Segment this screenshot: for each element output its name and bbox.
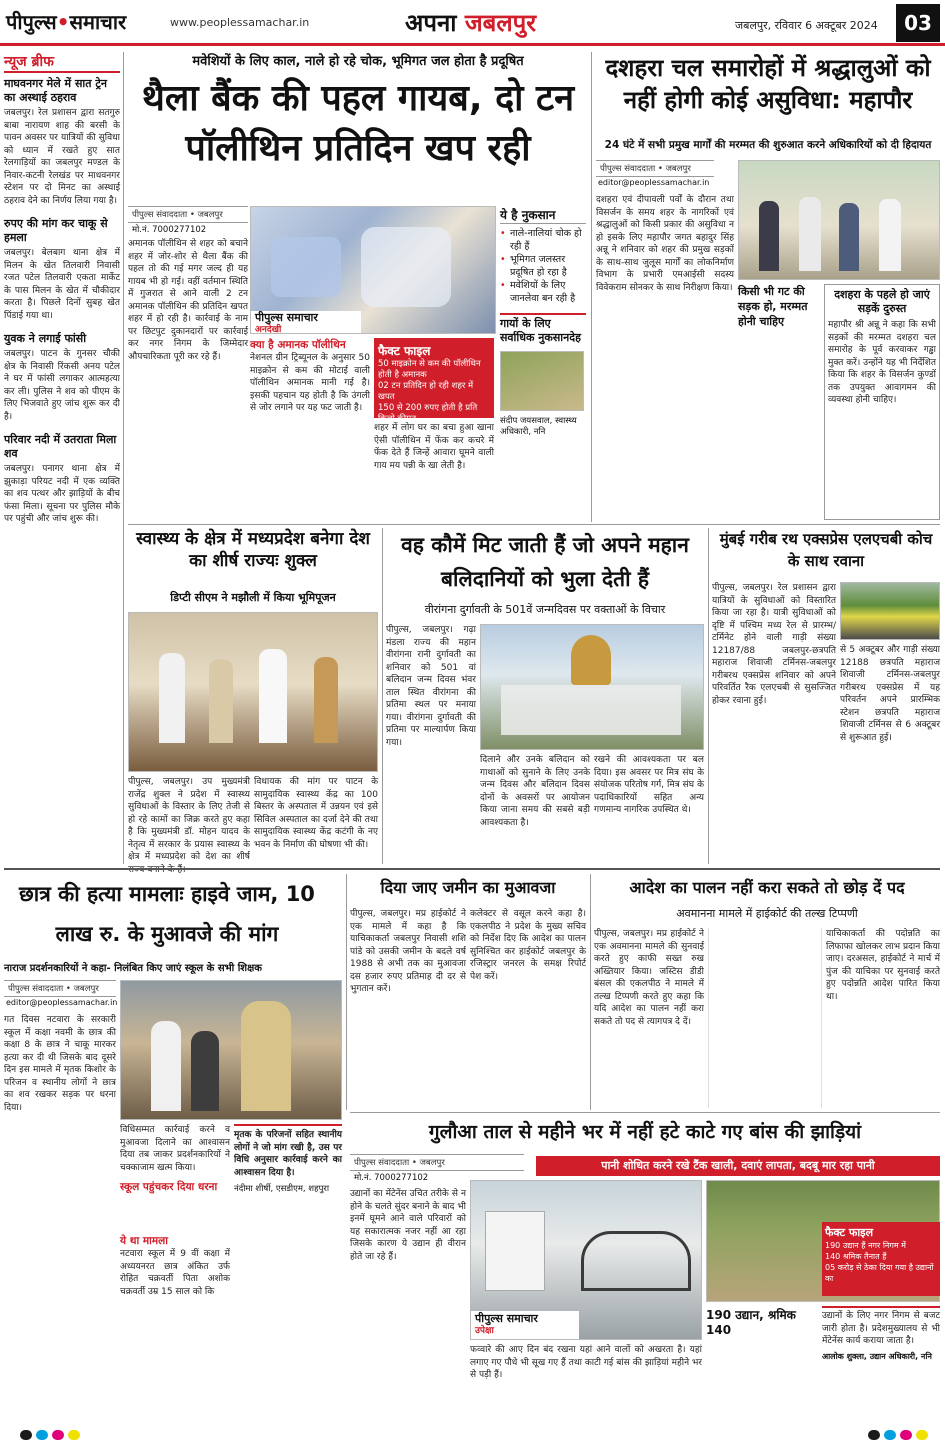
quote-person: आलोक शुक्ला, उद्यान अधिकारी, ननि [822, 1351, 932, 1361]
email-address[interactable]: editor@peoplessamachar.in [6, 998, 118, 1007]
story5-body-col1 [712, 582, 836, 864]
fact-item: 02 टन प्रतिदिन हो रही शहर में खपत [378, 381, 474, 402]
body-text: दशहरा एवं दीपावली पर्वों के दौरान तथा विसर्जन के समय शहर के नागरिकों एवं श्रद्धालुओं को किसी प्रकार की असुविधा न हो इसके लिए महापौर जगत बहादुर सिंह अन्नू ने शनिवार को शहर की प्रमुख सड़कों के साथ-साथ जुलूस मार्गों का लोकनिर्माण विभाग के प्रभारी एमआईसी सदस्य विवेकराम सोनकर के साथ निरीक्षण किया। [596, 195, 734, 293]
story2-photo [738, 160, 940, 280]
story2-body-col2 [738, 284, 820, 520]
story1-cow-text [374, 422, 494, 520]
deck-text: वीरांगना दुर्गावती के 501वें जन्मदिवस पर वक्ताओं के विचार [424, 603, 666, 616]
column-rule [591, 52, 592, 522]
portrait-photo [500, 351, 584, 411]
deck-text: अवमानना मामले में हाईकोर्ट की तल्ख टिप्पणी [676, 907, 858, 920]
story1-headline [128, 74, 588, 204]
box-title: दशहरा के पहले हो जाएं सड़कें दुरुस्त [834, 288, 930, 315]
story4-body-col2 [480, 754, 590, 864]
story9-fact-box [822, 1222, 940, 1296]
body-text: नेशनल ग्रीन ट्रिब्यूनल के अनुसार 50 माइक्रोन से कम की मोटाई वाली पॉलीथिन अमानक मानी गई है। इसकी पहचान यह होती है कि उंगली से जोर लगाने पर यह फट जाती है। [250, 353, 370, 413]
brief-title: युवक ने लगाई फांसी [4, 332, 87, 345]
story8-headline [594, 874, 940, 904]
story2-body-col1 [596, 194, 734, 520]
headline-text: दिया जाए जमीन का मुआवजा [380, 878, 556, 897]
story9-photo [470, 1180, 702, 1340]
photo-caption: 190 उद्यान, श्रमिक 140 [706, 1308, 796, 1337]
body-text: पीपुल्स, जबलपुर। उप मुख्यमंत्री राजेंद्र शुक्ल ने प्रदेश में स्वास्थ्य सुविधाओं के विस्तार के लिए तेजी से हो रहे कामों का जिक्र करते हुए कहा है कि मुख्यमंत्री डॉ. मोहन यादव के नेतृत्व में सरकार के प्रयास स्वास्थ्य के क्षेत्र में मध्यप्रदेश को देश का शीर्ष [128, 777, 250, 862]
fact-item: 190 उद्यान हैं नगर निगम में [825, 1241, 906, 1250]
story8-body-col3 [826, 928, 940, 1108]
body-text: नटवारा स्कूल में 9 वीं कक्षा में अध्ययनरत छात्र अंकित उर्फ रोहित चक्रवर्ती पिता अशोक चक्रवर्ती उम्र 15 साल को कि [120, 1249, 230, 1297]
page-header [0, 0, 945, 46]
headline-text: छात्र की हत्या मामलाः हाइवे जाम, 10 लाख रु. के मुआवजे की मांग [19, 882, 315, 946]
body-text: कलेक्टर से वसूल करने कहा है। एकलपीठ ने प्रदेश के मुख्य सचिव को निर्देश दिए कि आदेश का पालन सुनिश्चित कर हाईकोर्ट जबलपुर के रजिस्ट्रार जनरल के समक्ष रिपोर्ट पेश करें। [470, 909, 586, 982]
body-text: गत दिवस नटवारा के सरकारी स्कूल में कक्षा नवमी के छात्र की कक्षा 8 के छात्र ने चाकू मारकर हत्या कर दी थी जिसके बाद दूसरे दिन इस मामले में मृतक किशोर के परिजन व स्थानीय लोगों ने छात्र का शव रखकर सड़क पर धरना दिया। [4, 1015, 116, 1113]
story1-fact-box [374, 338, 494, 424]
story5-headline [712, 528, 940, 578]
email-address[interactable]: editor@peoplessamachar.in [598, 178, 710, 187]
headline-text: आदेश का पालन नहीं करा सकते तो छोड़ दें पद [629, 878, 905, 897]
brief-item [4, 433, 120, 526]
story1-kicker [128, 52, 588, 72]
body-text: पीपुल्स, जबलपुर। मप्र हाईकोर्ट ने एक अवमानना मामले की सुनवाई करते हुए काफी सख्त रुख अख्तियार किया। जस्टिस डीडी बंसल की एकलपीठ ने मामले में तल्ख टिप्पणी करते हुए कहा कि यदि आदेश का पालन नहीं करा सकते तो पद से त्यागपत्र दे दें। [594, 929, 704, 1027]
website-url[interactable]: www.peoplessamachar.in [170, 16, 310, 29]
row-rule [350, 1112, 940, 1113]
masthead-part-b: समाचार [69, 10, 127, 34]
quote-text: मृतक के परिजनों सहित स्थानीय लोगों ने जो मांग रखी है, उस पर विधि अनुसार कार्रवाई करने का आश्वासन दिया है। [234, 1124, 342, 1179]
fact-item: 50 माइक्रोन से कम की पॉलीथिन होती है अमानक [378, 359, 481, 380]
news-brief-label: न्यूज ब्रीफ [4, 52, 120, 73]
headline-text: स्वास्थ्य के क्षेत्र में मध्यप्रदेश बनेगा देश का शीर्ष राज्यः शुक्ल [136, 529, 370, 571]
fact-title: फैक्ट फाइल [825, 1226, 874, 1239]
body-text: याचिकाकर्ता की पदोन्नति का लिफाफा खोलकर लाभ प्रदान किया जाए। दरअसल, हाईकोर्ट ने मार्च में पुंज की याचिका पर सुनवाई करते हुए पदोन्नति आदेश पारित किया था। [826, 929, 940, 1002]
story4-body-col3 [594, 754, 704, 864]
photo-tag [471, 1311, 579, 1339]
story3-body-col2 [254, 776, 378, 864]
deck-text: नाराज प्रदर्शनकारियों ने कहा- निलंबित किए जाएं स्कूल के सभी शिक्षक [4, 963, 262, 974]
body-text: पीपुल्स, जबलपुर। रेल प्रशासन द्वारा यात्रियों के सुविधाओं को विस्तारित किया जा रहा है। यात्री सुविधाओं को दृष्टि में पश्चिम मध्य रेल से प्रारम्भ/टर्मिनेट होने वाली गाड़ी संख्या 12187/88 जबलपुर-छत्रपति महाराज शिवाजी टर्मिनस-जबलपुर गरीबरथ एक्सप्रेस शनिवार को अपने परिवर्तित रैक एलएचबी से सुसज्जित होकर रवाना हुई। [712, 583, 836, 706]
photo-tag [251, 311, 361, 333]
registration-mark [52, 1430, 64, 1440]
row-rule [4, 868, 940, 870]
quote-text: उद्यानों के लिए नगर निगम से बजट जारी होता है। प्रदेशमुख्यालय से भी मेंटेनेंस कार्य कराया जाता है। [822, 1306, 940, 1348]
story7-headline [350, 874, 586, 904]
kicker-text: मवेशियों के लिए काल, नाले हो रहे चोक, भूमिगत जल होता है प्रदूषित [192, 54, 524, 69]
brief-body: जबलपुर। रेल प्रशासन द्वारा सतगुरु बाबा नारायण शाह की बरसी के पावन अवसर पर यात्रियों की सुविधा को ध्यान में रखते हुए सात रेलगाड़ियों का जबलपुर मण्डल के निवार-कटनी रेलखंड पर माधवनगर स्टेशन पर दो मिनट का अस्थाई ठहराव देने का निर्णय लिया गया है। [4, 108, 120, 206]
story6-headline [4, 874, 330, 958]
story7-body-col1 [350, 908, 466, 1108]
story2-headline [596, 52, 940, 136]
story1-body-col1 [128, 238, 248, 520]
story6-deck [4, 960, 334, 976]
subhead: ये था मामला [120, 1235, 168, 1247]
story9-body-col2 [470, 1344, 702, 1424]
story3-deck [128, 590, 378, 608]
quote-person: नंदीमा शीर्षी, एसडीएम, शहपुरा [234, 1184, 330, 1194]
story8-deck [594, 906, 940, 924]
column-rule [590, 874, 591, 1110]
story4-body-col1 [386, 624, 476, 864]
story3-headline [128, 528, 378, 588]
registration-mark [916, 1430, 928, 1440]
dateline: जबलपुर, रविवार 6 अक्टूबर 2024 [735, 19, 878, 32]
fact-item: 05 करोड़ से ठेका दिया गया है उद्यानों का [825, 1263, 934, 1283]
photo-tag-label: उपेक्षा [475, 1326, 494, 1336]
column-rule [346, 874, 347, 1110]
story6-byline [4, 980, 116, 1010]
subhead: क्या है अमानक पॉलीथिन [250, 339, 346, 351]
brief-body: जबलपुर। पनागर थाना क्षेत्र में झुकाड़ा परियट नदी में एक व्यक्ति का शव पत्थर और झाड़ियों के बीच फंसा मिला। सूचना पर पुलिस मौके पर पहुंची और जांच शुरू की। [4, 464, 120, 524]
section-title-a: अपना [405, 9, 457, 37]
masthead-dot: • [56, 10, 70, 34]
fact-item: 140 श्रमिक तैनात हैं [825, 1252, 887, 1261]
brief-title: रुपए की मांग कर चाकू से हमला [4, 217, 108, 244]
story1-body-col2 [250, 338, 370, 520]
body-text: विधिसम्मत कार्रवाई करने व मुआवजा दिलाने का आश्वासन दिया तब जाकर प्रदर्शनकारियों ने चक्काजाम खत्म किया। [120, 1125, 230, 1173]
subhead: किसी भी गट की सड़क हो, मरम्मत होनी चाहिए [738, 285, 808, 328]
brief-item [4, 217, 120, 322]
story9-headline [350, 1116, 940, 1150]
body-text: शहर में लोग घर का बचा हुआ खाना ऐसी पॉलीथिन में फेंक कर कचरे में फेंक देते हैं जिन्हें आवारा घूमने वाली गाय मय पन्नी के खा लेती है। [374, 423, 494, 471]
byline-text: पीपुल्स संवाददाता • जबलपुर [350, 1154, 524, 1171]
brief-title: माघवनगर मेले में सात ट्रेन का अस्थाई ठहराव [4, 77, 107, 104]
registration-mark [68, 1430, 80, 1440]
story3-photo [128, 612, 378, 772]
news-brief-column [4, 52, 120, 864]
story8-body-col1 [594, 928, 704, 1108]
story9-quote [822, 1306, 940, 1424]
story8-body-col2 [708, 928, 822, 1108]
story1-sidebar [500, 206, 586, 520]
column-rule [382, 528, 383, 864]
box-body: महापौर श्री अन्नू ने कहा कि सभी सड़कों की मरम्मत दशहरा चल समारोह के पूर्व करवाकर गड्ढा मुक्त करें। उन्होंने यह भी निर्देशित किया कि शहर के विसर्जन कुण्डों तक उपयुक्त आवागमन की व्यवस्था होनी चाहिए। [828, 320, 936, 405]
train-photo [840, 582, 940, 640]
registration-mark [20, 1430, 32, 1440]
story9-body-col1 [350, 1188, 466, 1424]
deck-text: डिप्टी सीएम ने मझौली में किया भूमिपूजन [170, 591, 336, 604]
body-text: से 5 अक्टूबर और गाड़ी संख्या 12188 छत्रपति महाराज शिवाजी टर्मिनस-जबलपुर गरीबरथ एक्सप्रेस में यह परिवर्तन अपने प्रारम्भिक स्टेशन छत्रपति महाराज शिवाजी टर्मिनस से 6 अक्टूबर से शुरूआत हुई। [840, 645, 940, 743]
story1-byline [128, 206, 248, 236]
mobile-number: मो.नं. 7000277102 [132, 225, 207, 235]
headline-text: गुलौआ ताल से महीने भर में नहीं हटे काटे गए बांस की झाड़ियां [428, 1121, 862, 1143]
story4-deck [386, 602, 704, 620]
body-text: रखने की आवश्यकता पर बल दिया। इस अवसर पर मित्र संघ के संयोजक परितोष गर्ग, मित्र संघ के पदाधिकारियों सहित अन्य गणमान्य नागरिक उपस्थित थे। [594, 755, 704, 815]
brief-title: परिवार नदी में उतराता मिला शव [4, 433, 117, 460]
registration-mark [868, 1430, 880, 1440]
story2-byline [596, 160, 714, 190]
story2-deck [596, 138, 940, 156]
loss-item: • भूमिगत जलस्तर प्रदूषित हो रहा है [500, 253, 586, 279]
registration-mark [900, 1430, 912, 1440]
headline-text: दशहरा चल समारोहों में श्रद्धालुओं को नहीं होगी कोई असुविधा: महापौर [605, 54, 931, 114]
body-text: उद्यानों का मेंटेनेंस उचित तरीके से न होने के चलते सुंदर बनाने के बाद भी इनमें घूमने आने वाले परिवारों को यह सकारात्मक नजर नहीं आ रहा जिसके कारण ये उद्यान ही वीरान होते जा रहे हैं। [350, 1189, 466, 1262]
page-number: 03 [896, 4, 940, 42]
loss-item: • मवेशियों के लिए जानलेवा बन रही है [500, 279, 586, 305]
story5-body-col2 [840, 644, 940, 864]
body-text: पीपुल्स, जबलपुर। गढ़ा मंडला राज्य की महान वीरांगना रानी दुर्गावती का शनिवार को 501 वां बलिदान जन्म दिवस भंवर ताल स्थित वीरांगना की प्रतिमा स्थल पर मनाया गया। वीरांगना दुर्गावती की प्रतिमा पर माल्यार्पण किया गया। [386, 625, 476, 748]
row-rule [128, 524, 940, 525]
story7-body-col2 [470, 908, 586, 1108]
quote-person: संदीप जयसवाल, स्वास्थ्य अधिकारी, ननि [500, 416, 577, 437]
brief-body: जबलपुर। बेलबाग थाना क्षेत्र में मिलन के खेत तिलवारी निवासी रजत पटेल तिलवारी एकता मार्केट के पास मिलन के खेत में चौकीदार करता है। पिछले दिनों सुबह खेत पिंडाई गया था। [4, 248, 120, 321]
story3-body-col1 [128, 776, 250, 864]
masthead-part-a: पीपुल्स [6, 10, 57, 34]
story4-headline [386, 528, 704, 600]
story6-photo [120, 980, 342, 1120]
cow-title: गायों के लिए सर्वाधिक नुकसानदेह [500, 313, 586, 345]
loss-title: ये है नुकसान [500, 206, 586, 224]
body-text: पीपुल्स, जबलपुर। मप्र हाईकोर्ट ने एक मामले में कहा है कि याचिकाकर्ता जबलपुर निवासी शशि पांडे को उसकी जमीन के बदले वर्ष 1988 से अभी तक का मुआवजा दस हजार रुपए प्रतिमाह दी दर से भुगतान करें। [350, 909, 466, 994]
body-text: विधायक की मांग पर पाटन के सामुदायिक स्वास्थ्य केंद्र का 100 बिस्तर के अस्पताल में उन्नयन एवं इसे सिविल अस्पताल का दर्जा देने की तथा सामुदायिक स्वास्थ्य केंद्र कटंगी के नए भवन के निर्माण की घोषणा भी की। [254, 777, 378, 850]
registration-mark [36, 1430, 48, 1440]
story6-body-col1 [4, 1014, 116, 1424]
section-title [405, 6, 536, 39]
story6-body-col2 [120, 1124, 230, 1424]
body-text: अमानक पॉलीथिन से शहर को बचाने शहर में जोर-शोर से थैला बैंक की पहल तो की गई मगर जल्द ही यह गायब भी हो गई। वहीं वर्तमान स्थिति में गुजरात से आने वाली 2 टन अमानक पॉलीथिन की प्रतिदिन खपत शहर में हो रही है। कार्रवाई के नाम पर छिटपुट दुकानदारों पर कार्रवाई कर नगर निगम के जिम्मेदार औपचारिकता पूरी कर रहे हैं। [128, 239, 248, 362]
fact-title: फैक्ट फाइल [378, 344, 431, 358]
headline-text: थैला बैंक की पहल गायब, दो टन पॉलीथिन प्रतिदिन खप रही [141, 78, 575, 169]
brief-body: जबलपुर। पाटन के गुनसर चौकी क्षेत्र के निवासी रिंकसी अनय पटेल ने घर में फांसी लगाकर आत्महत्या कर ली। पुलिस ने शव को पीएम के लिए भिजवाते हुए जांच शुरू कर दी है। [4, 349, 120, 422]
subhead: स्कूल पहुंचकर दिया धरना [120, 1181, 218, 1193]
brief-item [4, 332, 120, 423]
photo-tag-label: अनदेखी [255, 325, 282, 335]
body-text: फव्वारे की आए दिन बंद रखना यहां आने वालों को अखरता है। यहां लगाए गए पौधे भी सूख गए हैं तथा काटी गई बांस की झाड़ियां महीने भर से पड़ी हैं। [470, 1345, 702, 1380]
deck-text: 24 घंटे में सभी प्रमुख मार्गों की मरम्मत की शुरुआत करने अधिकारियों को दी हिदायत [604, 139, 932, 151]
headline-text: वह कौमें मिट जाती हैं जो अपने महान बलिदानियों को भुला देती हैं [401, 533, 689, 591]
story9-caption [706, 1306, 818, 1424]
mobile-number: मो.नं. 7000277102 [354, 1173, 429, 1183]
story9-deck: पानी शोधित करने रखे टैंक खाली, दवाएं लापता, बदबू मार रहा पानी [536, 1156, 940, 1176]
column-rule [708, 528, 709, 864]
byline-text: पीपुल्स संवाददाता • जबलपुर [596, 160, 714, 177]
story6-quote [234, 1124, 342, 1424]
masthead [6, 8, 126, 35]
byline-text: पीपुल्स संवाददाता • जबलपुर [128, 206, 248, 223]
story4-photo [480, 624, 704, 750]
fact-item: 150 से 200 रुपए होती है प्रति किलो कीमत [378, 403, 478, 424]
photo-tag-brand: पीपुल्स समाचार [475, 1312, 538, 1325]
photo-tag-brand: पीपुल्स समाचार [255, 311, 318, 324]
story1-photo [250, 206, 496, 334]
byline-text: पीपुल्स संवाददाता • जबलपुर [4, 980, 116, 997]
brief-item [4, 77, 120, 207]
registration-mark [884, 1430, 896, 1440]
section-title-b: जबलपुर [464, 9, 537, 37]
body-text: दिलाने और उनके बलिदान को गाथाओं को सुनाने के लिए उनके जन्म दिवस और बलिदान दिवस दोनों के अवसरों पर आयोजन किया जाना समय की सबसे बड़ी आवश्यकता है। [480, 755, 590, 828]
loss-list [500, 227, 586, 305]
loss-item: • नाले-नालियां चोक हो रही हैं [500, 227, 586, 253]
column-rule [123, 52, 124, 864]
story2-box [824, 284, 940, 520]
headline-text: मुंबई गरीब रथ एक्सप्रेस एलएचबी कोच के साथ रवाना [719, 530, 933, 570]
